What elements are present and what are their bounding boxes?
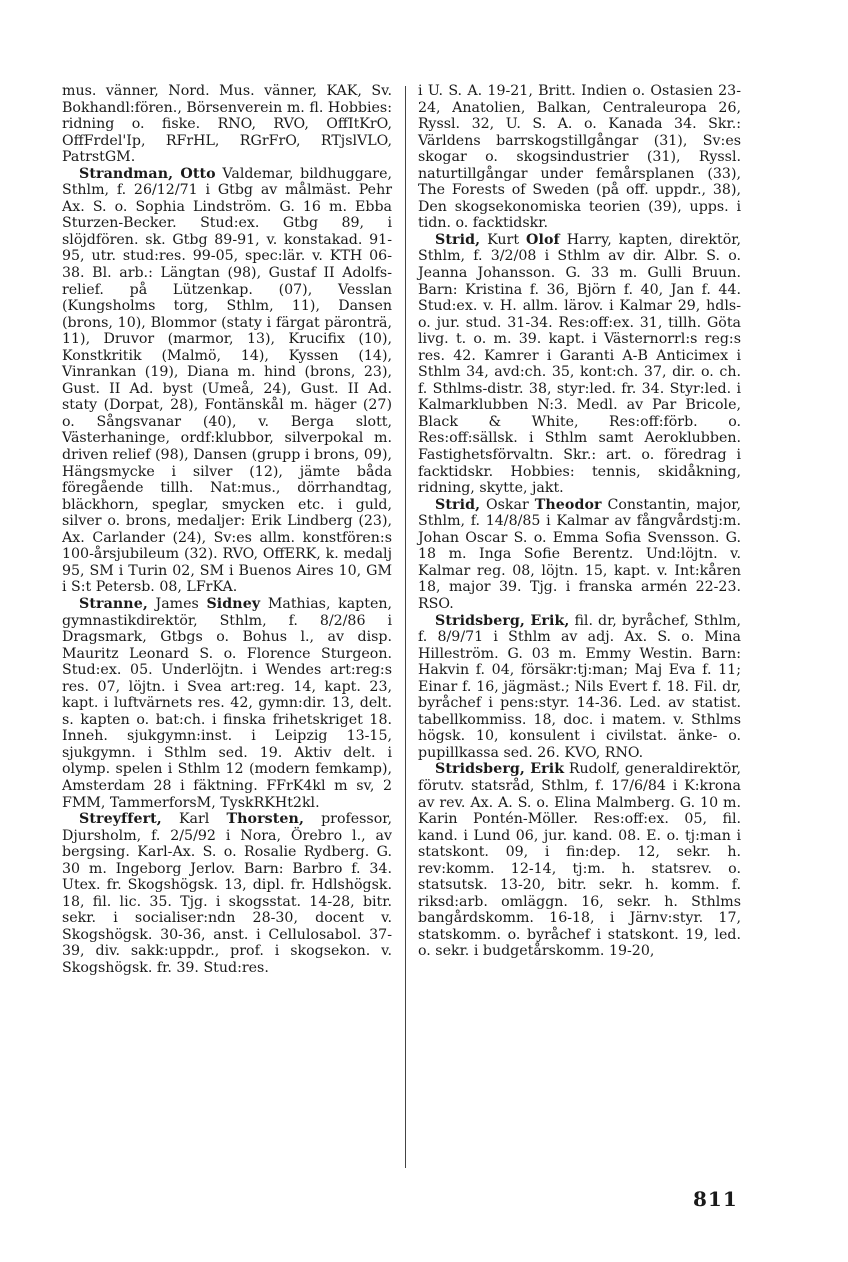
entry-text: i U. S. A. 19-21, Britt. Indien o. Ostasien 23-24, Anatolien, Balkan, Centraleuropa 26, Ryssl. 32, U. S. A. o. Kanada 34. Skr.: Världens barrskogstillgångar (31), Sv:es skogar o. skogsindustrier (31), Ryssl. naturtillgångar under femårsplanen (33), The Forests of Sweden (på off. uppdr., 38), Den skogsekonomiska teorien (39), upps. i tidn. o. facktidskr. [418,83,741,232]
entry-given-name: James [147,595,207,612]
entry-headword: Strandman, Otto [79,165,216,182]
entry-text: Mathias, kapten, gymnastikdirektör, Sthlm, f. 8/2/86 i Dragsmark, Gtbgs o. Bohus l., av disp. Mauritz Leonard S. o. Florence Sturgeon. Stud:ex. 05. Underlöjtn. i Wendes art:reg:s res. 07, löjtn. i Svea art:reg. 14, kapt. 23, kapt. i luftvärnets res. 42, gymn:dir. 13, delt. s. kapten o. bat:ch. i finska frihetskriget 18. Inneh. sjukgymn:inst. i Leipzig 13-15, sjukgymn. i Sthlm sed. 19. Aktiv delt. i olymp. spelen i Sthlm 12 (modern femkamp), Amsterdam 28 i fäktning. FFrK4kl m sv, 2 FMM, TammerforsM, TyskRKHt2kl. [62,595,392,811]
entry-continuation [418,83,741,232]
entry-headword: Stranne, [79,595,148,612]
entry-text: professor, Djursholm, f. 2/5/92 i Nora, Örebro l., av bergsing. Karl-Ax. S. o. Rosalie Rydberg. G. 30 m. Ingeborg Jerlov. Barn: Barbro f. 34. Utex. fr. Skogshögsk. 13, dipl. fr. Hdlshögsk. 18, fil. lic. 35. Tjg. i skogsstat. 14-28, bitr. sekr. i socialiser:ndn 28-30, docent v. Skogshögsk. 30-36, anst. i Cellulosabol. 37-39, div. sakk:uppdr., prof. i skogsekon. v. Skogshögsk. fr. 39. Stud:res. [62,811,392,976]
entry-headword: Stridsberg, Erik [435,761,565,778]
entry-strandman-otto [62,166,392,596]
entry-strid-oskar [418,497,741,613]
entry-headword: Strid, [435,496,481,513]
entry-headword: Streyffert, [79,811,162,828]
entry-continuation [62,83,392,166]
entry-text: Rudolf, generaldirektör, förutv. statsråd, Sthlm, f. 17/6/84 i K:krona av rev. Ax. A. S. o. Elina Malmberg. G. 10 m. Karin Pontén-Möller. Res:off:ex. 05, fil. kand. i Lund 06, jur. kand. 08. E. o. tj:man i statskont. 09, i fin:dep. 12, sekr. h. rev:komm. 12-14, tj:m. h. statsrev. o. statsutsk. 13-20, bitr. sekr. h. komm. f. riksd:arb. omläggn. 16, sekr. h. Sthlms bangårdskomm. 16-18, i Järnv:styr. 17, statskomm. o. byråchef i statskont. 19, led. o. sekr. i budgetårskomm. 19-20, [418,761,741,960]
entry-stridsberg-erik [418,613,741,762]
entry-strid-kurt [418,232,741,497]
entry-given-name: Kurt [480,231,527,248]
entry-text: Valdemar, bildhuggare, Sthlm, f. 26/12/71 i Gtbg av målmäst. Pehr Ax. S. o. Sophia Lindström. G. 16 m. Ebba Sturzen-Becker. Stud:ex. Gtbg 89, i slöjdfören. sk. Gtbg 89-91, v. konstakad. 91-95, utr. stud:res. 99-05, spec:lär. v. KTH 06-38. Bl. arb.: Längtan (98), Gustaf II Adolfs-relief. på Lützenkap. (07), Vesslan (Kungsholms torg, Sthlm, 11), Dansen (brons, 10), Blommor (staty i färgat päronträ, 11), Druvor (marmor, 13), Krucifix (10), Konstkritik (Malmö, 14), Kyssen (14), Vinrankan (19), Diana m. hind (brons, 23), Gust. II Ad. byst (Umeå, 24), Gust. II Ad. staty (Dorpat, 28), Fontänskål m. häger (27) o. Sångsvanar (40), v. Berga slott, Västerhaninge, ordf:klubbor, silverpokal m. driven relief (98), Dansen (grupp i brons, 09), Hängsmycke i silver (12), jämte båda föregående tillh. Nat:mus., dörrhandtag, bläckhorn, speglar, smycken etc. i guld, silver o. brons, medaljer: Erik Lindberg (23), Ax. Carlander (24), Sv:es allm. konstfören:s 100-årsjubileum (32). RVO, OffERK, k. medalj 95, SM i Turin 02, SM i Buenos Aires 10, GM i S:t Petersb. 08, LFrKA. [62,165,392,596]
entry-headword: Stridsberg, Erik, [435,612,570,629]
column-divider [405,86,406,1168]
entry-headword: Strid, [435,231,481,248]
entry-callname: Sidney [206,595,261,612]
left-column [62,83,392,977]
entry-given-name: Karl [161,811,227,828]
entry-stridsberg-erik-rudolf [418,761,741,960]
entry-stranne-james [62,596,392,811]
entry-text: Harry, kapten, direktör, Sthlm, f. 3/2/08 i Sthlm av dir. Albr. S. o. Jeanna Johansson. G. 33 m. Gulli Bruun. Barn: Kristina f. 36, Björn f. 40, Jan f. 44. Stud:ex. v. H. allm. lärov. i Kalmar 29, hdls- o. jur. stud. 31-34. Res:off:ex. 31, tillh. Göta livg. t. o. m. 39. kapt. i Västernorrl:s reg:s res. 42. Kamrer i Garanti A-B Anticimex i Sthlm 34, avd:ch. 35, kont:ch. 37, dir. o. ch. f. Sthlms-distr. 38, styr:led. fr. 34. Styr:led. i Kalmarklubben N:3. Medl. av Par Bricole, Black & White, Res:off:förb. o. Res:off:sällsk. i Sthlm samt Aeroklubben. Fastighetsförvaltn. Skr.: art. o. föredrag i facktidskr. Hobbies: tennis, skidåkning, ridning, skytte, jakt. [418,231,741,497]
entry-text: Constantin, major, Sthlm, f. 14/8/85 i Kalmar av fångvårdstj:m. Johan Oscar S. o. Emma Sofia Svensson. G. 18 m. Inga Sofie Berentz. Und:löjtn. v. Kalmar reg. 08, löjtn. 15, kapt. v. Int:kåren 18, major 39. Tjg. i franska armén 22-23. RSO. [418,496,741,612]
entry-given-name: Oskar [480,496,535,513]
entry-callname: Theodor [534,496,602,513]
entry-callname: Thorsten, [226,811,304,828]
right-column [418,83,741,960]
entry-callname: Olof [526,231,560,248]
entry-text: mus. vänner, Nord. Mus. vänner, KAK, Sv. Bokhandl:fören., Börsenverein m. fl. Hobbies: ridning o. fiske. RNO, RVO, OffItKrO, OffFrdel'Ip, RFrHL, RGrFrO, RTjslVLO, PatrstGM. [62,83,392,166]
entry-text: fil. dr, byråchef, Sthlm, f. 8/9/71 i Sthlm av adj. Ax. S. o. Mina Hilleström. G. 03 m. Emmy Westin. Barn: Hakvin f. 04, försäkr:tj:man; Maj Eva f. 11; Einar f. 16, jägmäst.; Nils Evert f. 18. Fil. dr, byråchef i pens:styr. 14-36. Led. av statist. tabellkommiss. 18, doc. i matem. v. Sthlms högsk. 10, konsulent i civilstat. änke- o. pupillkassa sed. 26. KVO, RNO. [418,612,741,761]
page-number: 811 [693,1187,738,1211]
entry-streyffert-karl [62,811,392,976]
